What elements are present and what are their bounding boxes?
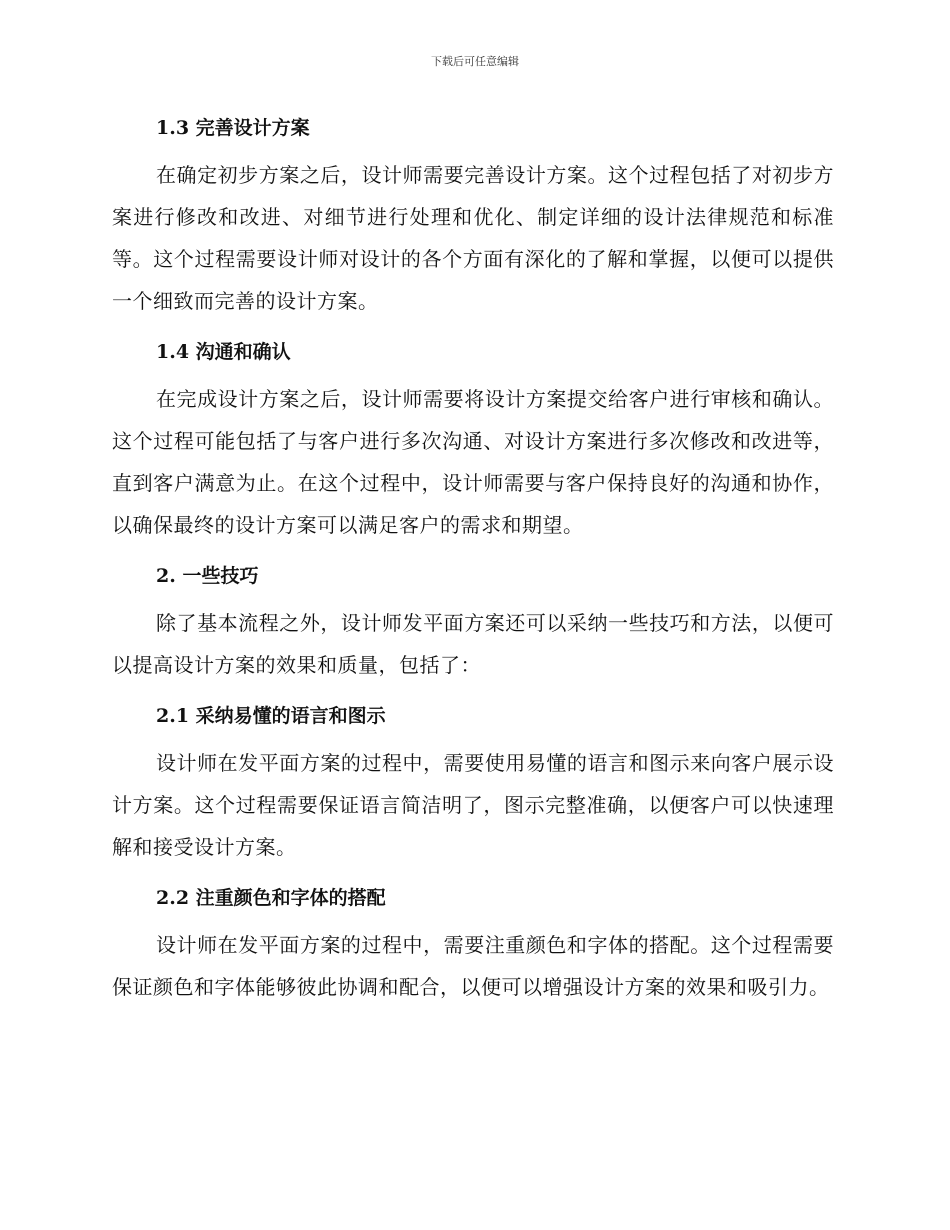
- document-body: [112, 108, 834, 1018]
- section-paragraph: 在确定初步方案之后，设计师需要完善设计方案。这个过程包括了对初步方案进行修改和改进、对细节进行处理和优化、制定详细的设计法律规范和标准等。这个过程需要设计师对设计的各个方面有深化的了解和掌握，以便可以提供一个细致而完善的设计方案。: [112, 163, 834, 313]
- section-2-2: [112, 878, 834, 1008]
- section-paragraph: 在完成设计方案之后，设计师需要将设计方案提交给客户进行审核和确认。这个过程可能包括了与客户进行多次沟通、对设计方案进行多次修改和改进等，直到客户满意为止。在这个过程中，设计师需要与客户保持良好的沟通和协作，以确保最终的设计方案可以满足客户的需求和期望。: [112, 387, 834, 537]
- section-1-3: [112, 108, 834, 322]
- section-heading: 1.3 完善设计方案: [156, 117, 310, 139]
- section-paragraph: 设计师在发平面方案的过程中，需要注重颜色和字体的搭配。这个过程需要保证颜色和字体能够彼此协调和配合，以便可以增强设计方案的效果和吸引力。: [112, 933, 834, 999]
- section-heading: 2.1 采纳易懂的语言和图示: [156, 705, 386, 727]
- section-2-1: [112, 696, 834, 868]
- section-heading: 1.4 沟通和确认: [156, 341, 291, 363]
- section-2: [112, 556, 834, 686]
- section-paragraph: 除了基本流程之外，设计师发平面方案还可以采纳一些技巧和方法，以便可以提高设计方案的效果和质量，包括了：: [112, 611, 834, 677]
- running-header: 下载后可任意编辑: [431, 55, 519, 68]
- section-1-4: [112, 332, 834, 546]
- section-heading: 2.2 注重颜色和字体的搭配: [156, 887, 386, 909]
- section-heading: 2. 一些技巧: [156, 565, 259, 587]
- section-paragraph: 设计师在发平面方案的过程中，需要使用易懂的语言和图示来向客户展示设计方案。这个过程需要保证语言简洁明了，图示完整准确，以便客户可以快速理解和接受设计方案。: [112, 751, 834, 859]
